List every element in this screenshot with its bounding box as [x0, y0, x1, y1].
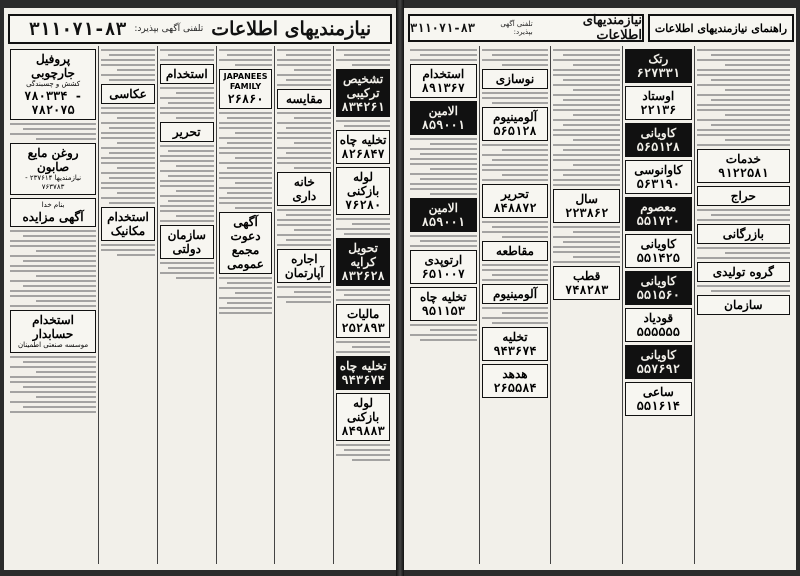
- column: [274, 46, 333, 564]
- column: [694, 46, 792, 564]
- ad-heading: ساعی: [642, 385, 674, 399]
- ad-box: [410, 101, 477, 135]
- ad-phone: ۵۵۷۶۹۲: [636, 362, 681, 376]
- ad-heading: تحریر: [501, 187, 529, 201]
- ad-heading: JAPANEES FAMILY: [223, 72, 268, 91]
- ad-box: [10, 143, 96, 195]
- ad-heading: کاویانی: [640, 274, 677, 288]
- ad-box: [625, 197, 692, 231]
- ad-box: [482, 107, 549, 141]
- ad-phone: ۵۵۱۷۲۰: [636, 214, 681, 228]
- ad-box: [697, 295, 790, 315]
- ad-box: [336, 304, 390, 338]
- ad-phone: ۸۲۶۸۴۷: [341, 147, 385, 161]
- ad-box: [482, 69, 549, 89]
- right-masthead: [408, 14, 644, 42]
- ad-box: [160, 64, 214, 84]
- ad-phone: ۵۵۵۵۵۵: [636, 325, 681, 339]
- ad-phone: ۶۵۱۰۰۷: [421, 267, 465, 281]
- column: [479, 46, 551, 564]
- ad-box: [697, 186, 790, 206]
- ad-box: [625, 49, 692, 83]
- ad-heading: تخلیه: [502, 330, 528, 344]
- right-columns: [408, 46, 792, 564]
- ad-heading: استخدام حسابدار: [32, 313, 74, 341]
- ad-heading: تخلیه چاه: [419, 290, 467, 304]
- ad-heading: استخدام مکانیک: [107, 210, 149, 238]
- masthead-title: نیازمندیهای اطلاعات: [211, 18, 372, 40]
- ad-box: [10, 198, 96, 227]
- ad-heading: خانه داری: [292, 175, 317, 203]
- ad-box: [553, 266, 620, 300]
- ad-heading: آگهی مزایده: [22, 210, 84, 224]
- masthead-subtitle: تلفنی آگهی بپذیرد:: [500, 20, 533, 36]
- ad-heading: هدهد: [502, 367, 528, 381]
- ad-phone: ۹۴۳۶۷۴: [341, 373, 385, 387]
- ad-heading: نوسازی: [495, 72, 535, 86]
- ad-phone: ۸۵۹۰۰۱: [421, 118, 465, 132]
- ad-phone: ۶۲۷۳۳۱: [636, 66, 681, 80]
- ad-heading: لوله بازکنی: [347, 396, 380, 424]
- ad-body: موسسه صنعتی اطمینان: [18, 341, 89, 349]
- ad-heading: آلومینیوم: [492, 287, 538, 301]
- ad-box: [553, 189, 620, 223]
- masthead-phone: ۳۱۱۰۷۱-۸۳: [28, 18, 127, 40]
- masthead-phone: ۳۱۱۰۷۱-۸۳: [410, 21, 476, 35]
- ad-heading: الامین: [428, 201, 458, 215]
- ad-heading: استخدام: [165, 67, 208, 81]
- ad-box: [697, 262, 790, 282]
- ad-phone: ۵۶۵۱۲۸: [636, 140, 681, 154]
- ad-box: [482, 327, 549, 361]
- ad-phone: ۸۹۱۳۶۷: [421, 81, 465, 95]
- ad-box: [410, 287, 477, 321]
- ad-heading: لوله بازکنی: [347, 170, 380, 198]
- ad-heading: معصوم: [640, 200, 677, 214]
- ad-heading: تحویل کرایه: [348, 241, 378, 269]
- left-masthead: [8, 14, 392, 44]
- column: [333, 46, 392, 564]
- column: [157, 46, 216, 564]
- ad-box: [410, 64, 477, 98]
- ad-box: [482, 364, 549, 398]
- ad-heading: تحریر: [172, 125, 201, 139]
- ad-phone: ۸۴۸۸۷۲: [493, 201, 537, 215]
- guide-title: راهنمای نیازمندیهای اطلاعات: [654, 21, 788, 35]
- ad-phone: ۲۵۲۸۹۳: [341, 321, 385, 335]
- ad-phone: ۵۵۱۵۶۰: [636, 288, 681, 302]
- ad-heading: اوستاد: [642, 89, 675, 103]
- ad-box: [336, 393, 390, 441]
- masthead-title: نیازمندیهای اطلاعات: [582, 13, 642, 43]
- ad-phone: ۹۴۳۶۷۴: [493, 344, 537, 358]
- ad-box: [336, 167, 390, 215]
- ad-phone: ۷۸۰۳۳۴ - ۷۸۲۰۷۵: [24, 89, 82, 117]
- ad-heading: پروفیل جارچوبی: [31, 52, 75, 80]
- ad-box: [625, 123, 692, 157]
- ad-box: [277, 172, 331, 206]
- ad-phone: ۹۵۱۱۵۳: [421, 304, 465, 318]
- ad-heading: مقاطعه: [496, 244, 534, 258]
- left-page: [4, 8, 396, 570]
- ad-box: [336, 238, 390, 286]
- ad-phone: ۸۳۴۲۶۱: [341, 100, 385, 114]
- ad-box: [277, 249, 331, 283]
- ad-box: [219, 69, 273, 109]
- ad-heading: سازمان دولتی: [167, 228, 206, 256]
- ad-box: [625, 308, 692, 342]
- ad-body: کشش و چسبندگی: [26, 80, 81, 88]
- ad-phone: ۸۴۹۸۸۳: [341, 424, 385, 438]
- ad-heading: آگهی دعوت مجمع عمومی: [227, 215, 264, 271]
- ad-box: [410, 250, 477, 284]
- ad-phone: ۸۳۲۶۲۸: [341, 269, 385, 283]
- ad-phone: ۲۶۸۶۰: [227, 92, 264, 106]
- ad-heading: قودیاد: [643, 311, 674, 325]
- ad-heading: استخدام: [422, 67, 465, 81]
- ad-box: [625, 271, 692, 305]
- masthead-subtitle: تلفنی آگهی بپذیرد:: [134, 24, 204, 34]
- ad-phone: ۹۱۲۲۵۸۱: [718, 166, 769, 180]
- ad-heading: سازمان: [724, 298, 763, 312]
- ad-heading: تخلیه چاه: [339, 359, 387, 373]
- column: [622, 46, 694, 564]
- ad-heading: کاویانی: [640, 348, 677, 362]
- ad-heading: رتک: [648, 52, 669, 66]
- ad-box: [625, 160, 692, 194]
- ad-phone: ۷۶۲۸۰: [345, 198, 382, 212]
- ad-phone: ۲۶۵۵۸۴: [493, 381, 537, 395]
- ad-box: [482, 241, 549, 261]
- column: [98, 46, 157, 564]
- column: [408, 46, 479, 564]
- ad-box: [336, 356, 390, 390]
- ad-box: [336, 69, 390, 117]
- ad-body: نیازمندیها ۲۳۷۶۱۴ - ۷۶۳۷۸۳: [25, 174, 82, 191]
- ad-box: [101, 207, 155, 241]
- ad-box: [482, 184, 549, 218]
- ad-heading: اجاره آپارتمان: [284, 252, 324, 280]
- ad-box: [101, 84, 155, 104]
- ad-heading: حراج: [730, 189, 756, 203]
- ad-box: [697, 149, 790, 183]
- ad-heading: کاوانوسی: [634, 163, 683, 177]
- column: [216, 46, 275, 564]
- column: [550, 46, 622, 564]
- ad-heading: تخلیه چاه: [339, 133, 387, 147]
- ad-box: [482, 284, 549, 304]
- ad-heading: مقایسه: [286, 92, 323, 106]
- ad-heading: تشخیص ترکیبی: [343, 72, 384, 100]
- page-gutter: [396, 0, 404, 576]
- ad-body: بنام خدا: [41, 201, 65, 209]
- ad-heading: مالیات: [346, 307, 380, 321]
- ad-phone: ۵۶۵۱۲۸: [493, 124, 537, 138]
- ad-heading: قطب: [572, 269, 601, 283]
- ad-box: [10, 49, 96, 120]
- ad-box: [697, 224, 790, 244]
- ad-heading: بازرگانی: [722, 227, 764, 241]
- left-columns: [8, 46, 392, 564]
- ad-heading: سال: [575, 192, 598, 206]
- ad-heading: خدمات: [725, 152, 761, 166]
- ad-box: [410, 198, 477, 232]
- column: [8, 46, 98, 564]
- ad-phone: ۲۲۳۸۶۲: [564, 206, 609, 220]
- ad-heading: آلومینیوم: [492, 110, 538, 124]
- ad-phone: ۲۲۱۳۶: [640, 103, 677, 117]
- ad-box: [160, 122, 214, 142]
- ad-heading: کاویانی: [640, 237, 677, 251]
- ad-phone: ۵۵۱۴۲۵: [636, 251, 681, 265]
- ad-phone: ۸۵۹۰۰۱: [421, 215, 465, 229]
- ad-box: [625, 234, 692, 268]
- ad-heading: گروه تولیدی: [712, 265, 774, 279]
- ad-box: [625, 345, 692, 379]
- ad-box: [160, 225, 214, 259]
- ad-box: [277, 89, 331, 109]
- ad-heading: عکاسی: [109, 87, 147, 101]
- ad-heading: ارتوپدی: [424, 253, 463, 267]
- ad-heading: کاویانی: [640, 126, 677, 140]
- ad-phone: ۵۵۱۶۱۴: [636, 399, 681, 413]
- ad-heading: الامین: [428, 104, 458, 118]
- ad-heading: روغن مایع صابون: [27, 146, 79, 174]
- ad-box: [625, 86, 692, 120]
- right-page: [404, 8, 796, 570]
- ad-box: [219, 212, 273, 274]
- ad-phone: ۵۶۳۱۹۰: [636, 177, 681, 191]
- ad-box: [10, 310, 96, 353]
- classifieds-guide-header: [648, 14, 794, 42]
- ad-phone: ۷۴۸۲۸۳: [564, 283, 609, 297]
- ad-box: [336, 130, 390, 164]
- ad-box: [625, 382, 692, 416]
